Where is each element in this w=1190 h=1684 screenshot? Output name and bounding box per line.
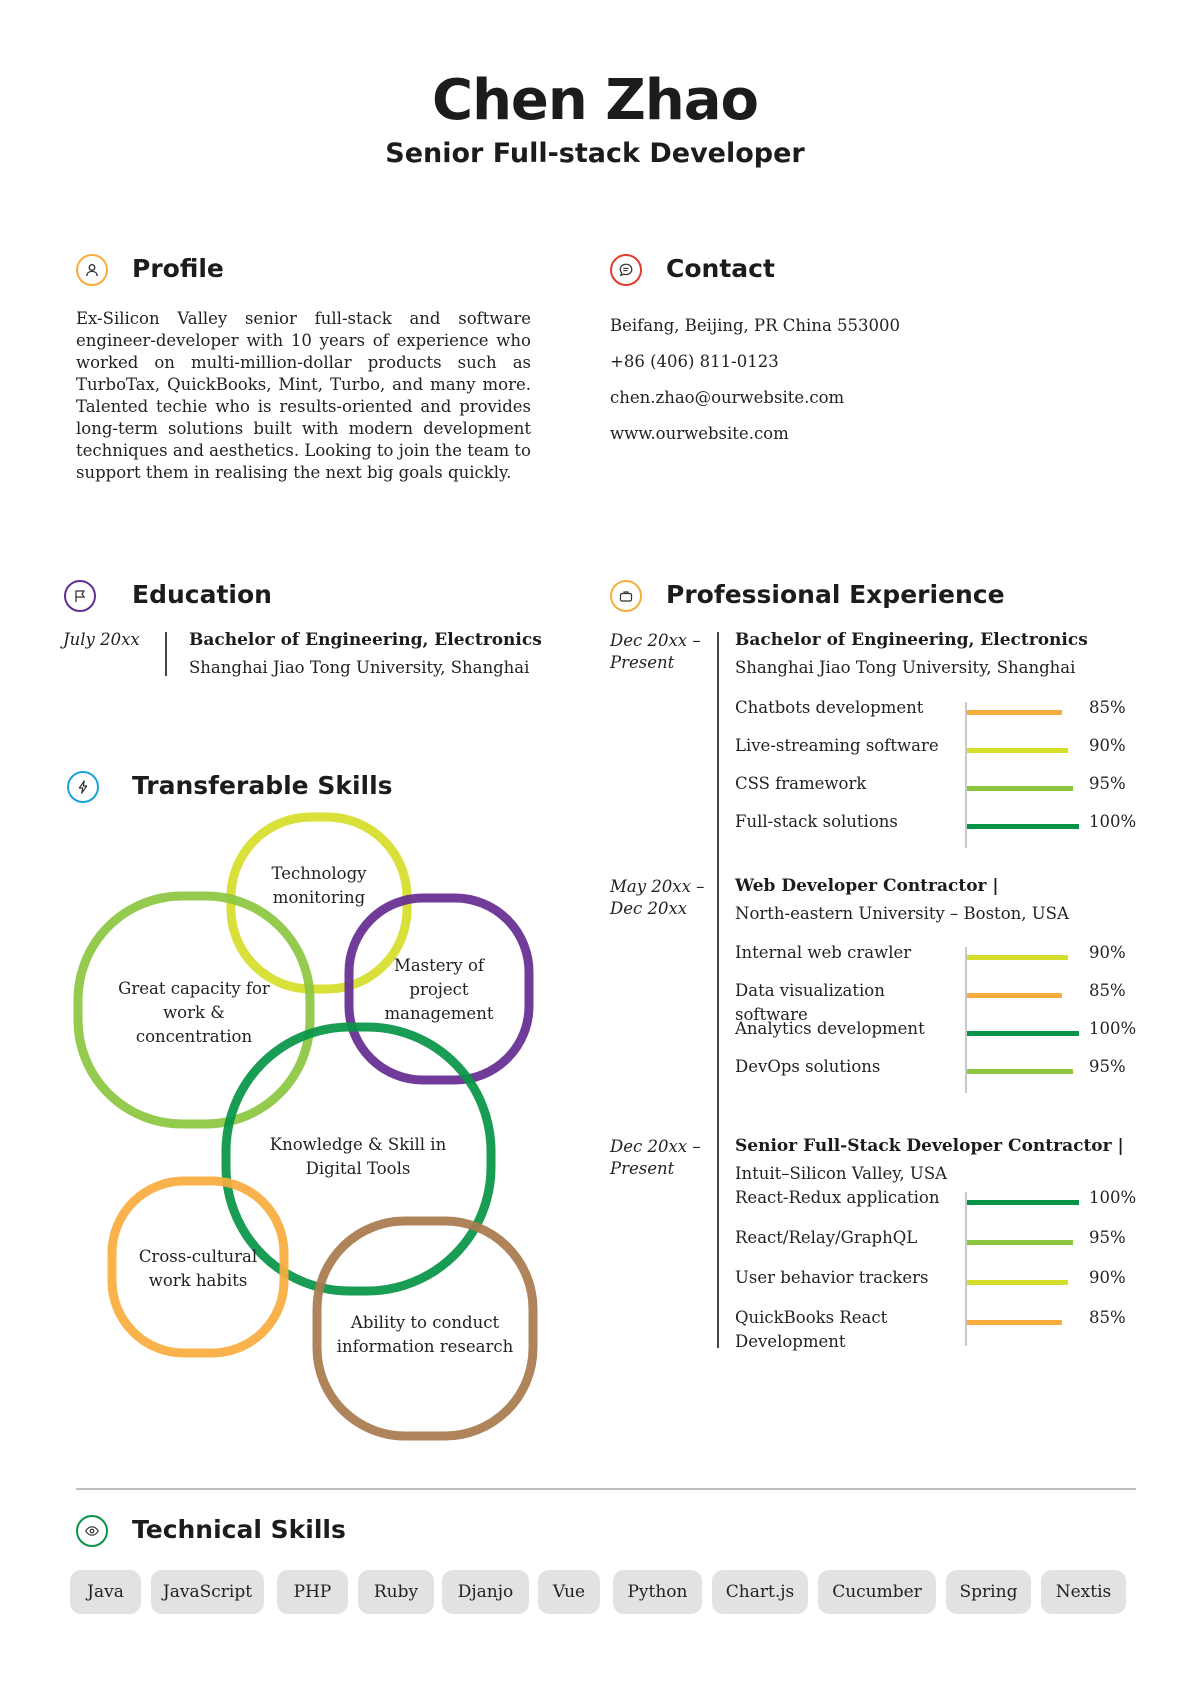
education-school: Shanghai Jiao Tong University, Shanghai xyxy=(189,658,530,677)
job3-org: Intuit–Silicon Valley, USA xyxy=(735,1164,948,1183)
chip-php: PHP xyxy=(277,1570,348,1614)
chip-nextis: Nextis xyxy=(1041,1570,1126,1614)
skill-label: Data visualization software xyxy=(735,981,885,1024)
contact-heading: Contact xyxy=(666,254,775,283)
skill-percent: 85% xyxy=(1089,981,1126,1000)
job2-date-end: Dec 20xx xyxy=(610,899,688,918)
skill-percent: 90% xyxy=(1089,943,1126,962)
skill-label: React/Relay/GraphQL xyxy=(735,1228,918,1247)
contact-phone[interactable]: +86 (406) 811-0123 xyxy=(610,352,779,371)
skill-bar xyxy=(967,1031,1079,1036)
profile-heading: Profile xyxy=(132,254,224,283)
skill-bar xyxy=(967,824,1079,829)
experience-heading: Professional Experience xyxy=(666,580,1005,609)
bubble-work-capacity: Great capacity for work & concentration xyxy=(118,979,270,1046)
skill-bar xyxy=(967,993,1062,998)
skill-bar xyxy=(967,1069,1073,1074)
chip-java: Java xyxy=(70,1570,141,1614)
transferable-skills-heading: Transferable Skills xyxy=(132,771,393,800)
chip-spring: Spring xyxy=(946,1570,1031,1614)
contact-email[interactable]: chen.zhao@ourwebsite.com xyxy=(610,388,845,407)
skill-bar xyxy=(967,1200,1079,1205)
section-divider xyxy=(76,1488,1136,1490)
job1-date-start: Dec 20xx – xyxy=(610,631,701,650)
skill-label: DevOps solutions xyxy=(735,1057,881,1076)
job1-title: Bachelor of Engineering, Electronics xyxy=(735,630,1088,650)
job2-org: North-eastern University – Boston, USA xyxy=(735,904,1069,923)
briefcase-icon xyxy=(610,580,642,612)
education-heading: Education xyxy=(132,580,272,609)
skill-bar xyxy=(967,1240,1073,1245)
technical-skills-heading: Technical Skills xyxy=(132,1515,346,1544)
chip-ruby: Ruby xyxy=(358,1570,434,1614)
job3-title: Senior Full-Stack Developer Contractor | xyxy=(735,1136,1124,1156)
bubble-cross-cultural: Cross-cultural work habits xyxy=(138,1247,258,1290)
skill-label: Analytics development xyxy=(735,1019,925,1038)
skill-percent: 100% xyxy=(1089,1188,1137,1207)
candidate-name: Chen Zhao xyxy=(431,68,759,133)
skill-percent: 95% xyxy=(1089,1057,1126,1076)
skill-percent: 90% xyxy=(1089,1268,1126,1287)
skill-label: Live-streaming software xyxy=(735,736,939,755)
education-date: July 20xx xyxy=(63,630,140,649)
skill-label: CSS framework xyxy=(735,774,867,793)
skill-label: User behavior trackers xyxy=(735,1268,929,1287)
skill-label: Internal web crawler xyxy=(735,943,912,962)
skill-bar xyxy=(967,786,1073,791)
experience-timeline xyxy=(717,632,719,1348)
skill-percent: 95% xyxy=(1089,1228,1126,1247)
contact-website[interactable]: www.ourwebsite.com xyxy=(610,424,789,443)
profile-text: Ex-Silicon Valley senior full-stack and software engineer-developer with 10 years of experience who worked on multi-million-dollar products such as TurboTax, QuickBooks, Mint, Turbo, and many more. Talented techie who is results-oriented and provides long-term solutions built with modern development techniques and aesthetics. Looking to join the team to support them in realising the next big goals quickly. xyxy=(76,309,531,482)
education-degree: Bachelor of Engineering, Electronics xyxy=(189,630,542,650)
eye-icon xyxy=(76,1515,108,1547)
skill-percent: 100% xyxy=(1089,1019,1137,1038)
skill-bar xyxy=(967,710,1062,715)
skill-label: Full-stack solutions xyxy=(735,812,898,831)
skill-percent: 85% xyxy=(1089,698,1126,717)
skill-percent: 90% xyxy=(1089,736,1126,755)
bubble-project-management: Mastery of project management xyxy=(384,956,494,1023)
job2-title: Web Developer Contractor | xyxy=(735,876,999,896)
contact-address: Beifang, Beijing, PR China 553000 xyxy=(610,316,901,335)
job-title: Senior Full-stack Developer xyxy=(385,138,805,169)
job3-date-end: Present xyxy=(610,1159,675,1178)
skill-percent: 95% xyxy=(1089,774,1126,793)
job1-date-end: Present xyxy=(610,653,675,672)
bubble-digital-tools: Knowledge & Skill in Digital Tools xyxy=(269,1135,447,1178)
skill-bar xyxy=(967,1280,1068,1285)
chip-djanjo: Djanjo xyxy=(442,1570,529,1614)
skill-bar xyxy=(967,955,1068,960)
chip-cucumber: Cucumber xyxy=(818,1570,936,1614)
bubble-information-research: Ability to conduct information research xyxy=(336,1313,514,1356)
skill-bar xyxy=(967,1320,1062,1325)
chip-python: Python xyxy=(613,1570,702,1614)
chip-chartjs: Chart.js xyxy=(712,1570,808,1614)
bubble-technology-monitoring: Technology monitoring xyxy=(271,864,367,907)
job2-date-start: May 20xx – xyxy=(610,877,705,896)
chip-vue: Vue xyxy=(538,1570,600,1614)
job3-date-start: Dec 20xx – xyxy=(610,1137,701,1156)
chip-javascript: JavaScript xyxy=(151,1570,264,1614)
skill-label: React-Redux application xyxy=(735,1188,940,1207)
skill-label: Chatbots development xyxy=(735,698,924,717)
job1-org: Shanghai Jiao Tong University, Shanghai xyxy=(735,658,1076,677)
skill-label: QuickBooks React Development xyxy=(735,1308,888,1351)
skill-percent: 100% xyxy=(1089,812,1137,831)
skill-bar xyxy=(967,748,1068,753)
skill-percent: 85% xyxy=(1089,1308,1126,1327)
